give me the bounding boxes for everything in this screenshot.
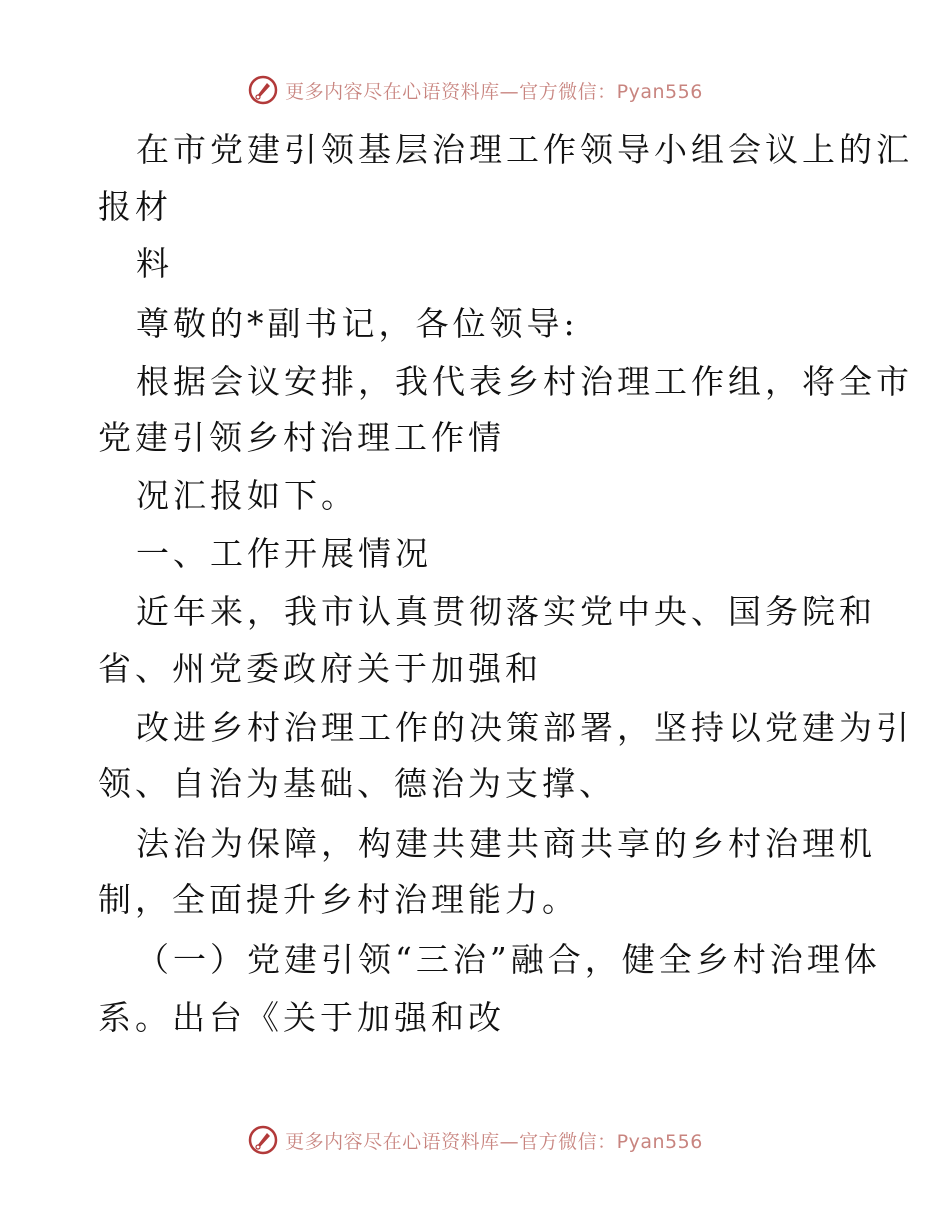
- watermark-banner-bottom: [0, 1120, 950, 1160]
- pen-nib-logo-icon: [247, 1124, 279, 1156]
- doc-salutation: 尊敬的*副书记，各位领导:: [136, 304, 579, 343]
- doc-paragraph-line: 制，全面提升乡村治理能力。: [98, 880, 579, 919]
- doc-title-line-2: 报材: [98, 187, 172, 226]
- pen-nib-logo-icon: [247, 74, 279, 106]
- doc-paragraph-line: 法治为保障，构建共建共商共享的乡村治理机: [136, 824, 876, 863]
- doc-subsection-heading: （一）党建引领“三治”融合，健全乡村治理体: [136, 940, 881, 979]
- doc-paragraph-line: 近年来，我市认真贯彻落实党中央、国务院和: [136, 592, 876, 631]
- doc-title-line-3: 料: [136, 244, 173, 283]
- doc-paragraph-line: 根据会议安排，我代表乡村治理工作组，将全市: [136, 362, 913, 401]
- doc-paragraph-line: 领、自治为基础、德治为支撑、: [98, 764, 616, 803]
- doc-paragraph-line: 改进乡村治理工作的决策部署，坚持以党建为引: [136, 708, 913, 747]
- watermark-banner-top: [0, 70, 950, 110]
- doc-paragraph-line: 系。出台《关于加强和改: [98, 998, 505, 1037]
- doc-title-line-1: 在市党建引领基层治理工作领导小组会议上的汇: [136, 130, 913, 169]
- doc-paragraph-line: 省、州党委政府关于加强和: [98, 649, 542, 688]
- doc-section-heading: 一、工作开展情况: [136, 534, 432, 573]
- doc-paragraph-line: 况汇报如下。: [136, 476, 358, 515]
- doc-paragraph-line: 党建引领乡村治理工作情: [98, 418, 505, 457]
- watermark-text: 更多内容尽在心语资料库—官方微信：Pyan556: [285, 1130, 703, 1153]
- watermark-text: 更多内容尽在心语资料库—官方微信：Pyan556: [285, 80, 703, 103]
